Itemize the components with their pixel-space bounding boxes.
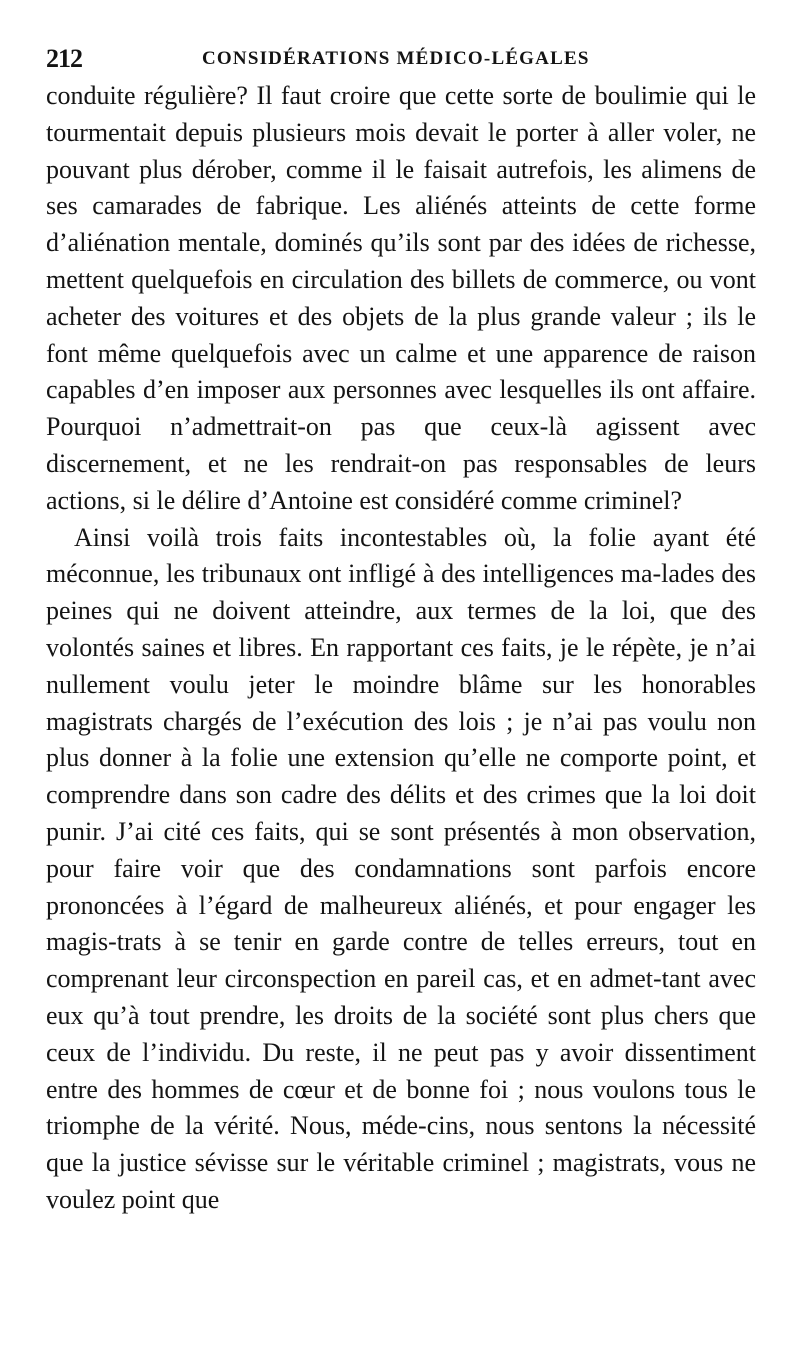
text-body — [46, 78, 756, 1219]
paragraph-continued: conduite régulière? Il faut croire que cette sorte de boulimie qui le tourmentait depuis plusieurs mois devait le porter à aller voler, ne pouvant plus dérober, comme il le faisait autrefois, les alimens de ses camarades de fabrique. Les aliénés atteints de cette forme d’aliénation mentale, dominés qu’ils sont par des idées de richesse, mettent quelquefois en circulation des billets de commerce, ou vont acheter des voitures et des objets de la plus grande valeur ; ils le font même quelquefois avec un calme et une apparence de raison capables d’en imposer aux personnes avec lesquelles ils ont affaire. Pourquoi n’admettrait-on pas que ceux-là agissent avec discernement, et ne les rendrait-on pas responsables de leurs actions, si le délire d’Antoine est considéré comme criminel? — [46, 81, 756, 515]
paragraph: Ainsi voilà trois faits incontestables où, la folie ayant été méconnue, les tribunaux ont infligé à des intelligences ma-lades des peines qui ne doivent atteindre, aux termes de la loi, que des volontés saines et libres. En rapportant ces faits, je le répète, je n’ai nullement voulu jeter le moindre blâme sur les honorables magistrats chargés de l’exécution des lois ; je n’ai pas voulu non plus donner à la folie une extension qu’elle ne comporte point, et comprendre dans son cadre des délits et des crimes que la loi doit punir. J’ai cité ces faits, qui se sont présentés à mon observation, pour faire voir que des condamnations sont parfois encore prononcées à l’égard de malheureux aliénés, et pour engager les magis-trats à se tenir en garde contre de telles erreurs, tout en comprenant leur circonspection en pareil cas, et en admet-tant avec eux qu’à tout prendre, les droits de la société sont plus chers que ceux de l’individu. Du reste, il ne peut pas y avoir dissentiment entre des hommes de cœur et de bonne foi ; nous voulons tous le triomphe de la vérité. Nous, méde-cins, nous sentons la nécessité que la justice sévisse sur le véritable criminel ; magistrats, vous ne voulez point que — [46, 522, 756, 1214]
running-title: CONSIDÉRATIONS MÉDICO-LÉGALES — [202, 48, 590, 69]
running-header — [46, 40, 756, 74]
page-number: 212 — [46, 44, 82, 73]
